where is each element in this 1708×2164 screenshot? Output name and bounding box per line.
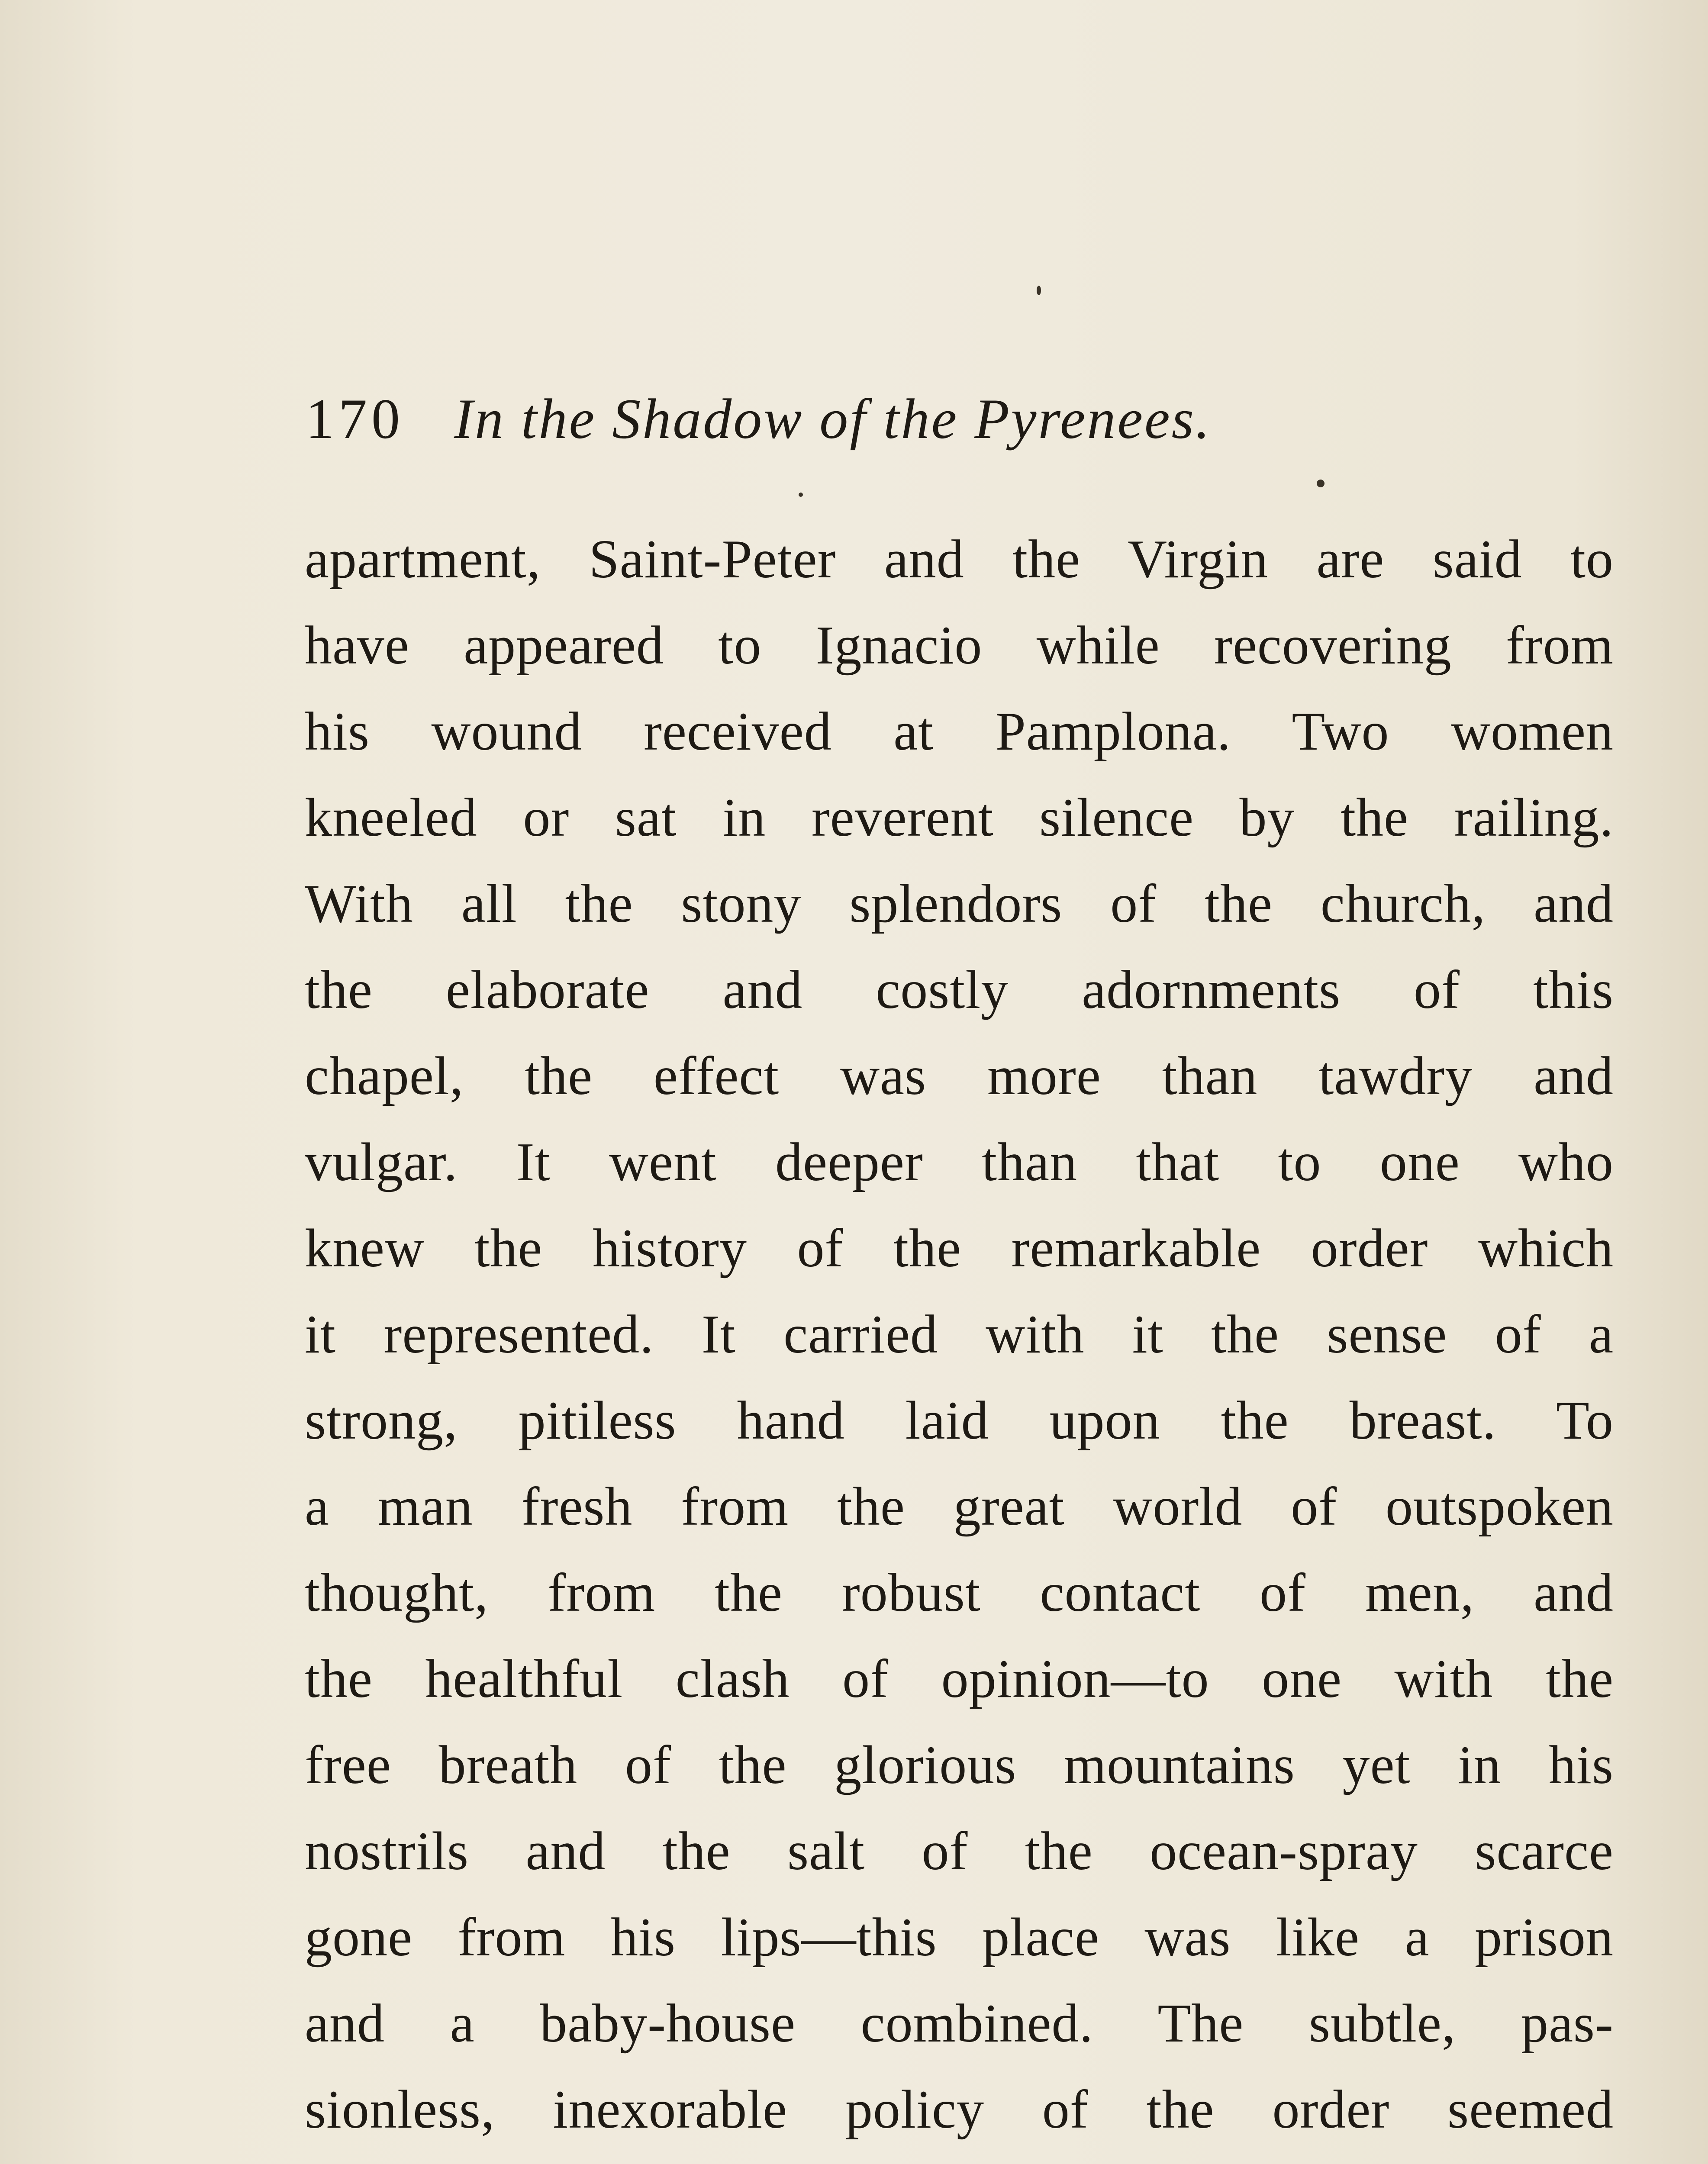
text-line: his wound received at Pamplona. Two women — [305, 702, 1614, 762]
text-line: it represented. It carried with it the sense of a — [305, 1304, 1614, 1365]
ink-speck — [1037, 286, 1041, 295]
ink-speck — [1317, 480, 1325, 487]
text-line: free breath of the glorious mountains yet in his — [305, 1735, 1614, 1795]
text-line: gone from his lips—this place was like a prison — [305, 1907, 1614, 1968]
text-line: vulgar. It went deeper than that to one who — [305, 1132, 1614, 1192]
text-line: sionless, inexorable policy of the order seemed — [305, 2080, 1614, 2140]
text-line: the healthful clash of opinion—to one with the — [305, 1649, 1614, 1709]
body-text — [305, 516, 1614, 2164]
text-line: kneeled or sat in reverent silence by the railing. — [305, 788, 1614, 848]
text-line: nostrils and the salt of the ocean-spray scarce — [305, 1821, 1614, 1881]
text-line — [305, 2153, 1614, 2164]
text-line: have appeared to Ignacio while recovering from — [305, 615, 1614, 676]
page-number: 170 — [306, 387, 404, 451]
text-line: a man fresh from the great world of outspoken — [305, 1477, 1614, 1537]
text-line: thought, from the robust contact of men, and — [305, 1563, 1614, 1623]
text-line: knew the history of the remarkable order which — [305, 1218, 1614, 1278]
text-line: chapel, the effect was more than tawdry and — [305, 1046, 1614, 1106]
ink-speck — [799, 493, 803, 497]
running-title: In the Shadow of the Pyrenees. — [454, 387, 1212, 451]
running-head — [306, 376, 1474, 462]
text-line: apartment, Saint-Peter and the Virgin are said to — [305, 529, 1614, 589]
text-line: With all the stony splendors of the church, and — [305, 874, 1614, 934]
text-line: and a baby-house combined. The subtle, pas- — [305, 1993, 1614, 2054]
text-line: the elaborate and costly adornments of this — [305, 960, 1614, 1020]
text-line: strong, pitiless hand laid upon the breast. To — [305, 1391, 1614, 1451]
